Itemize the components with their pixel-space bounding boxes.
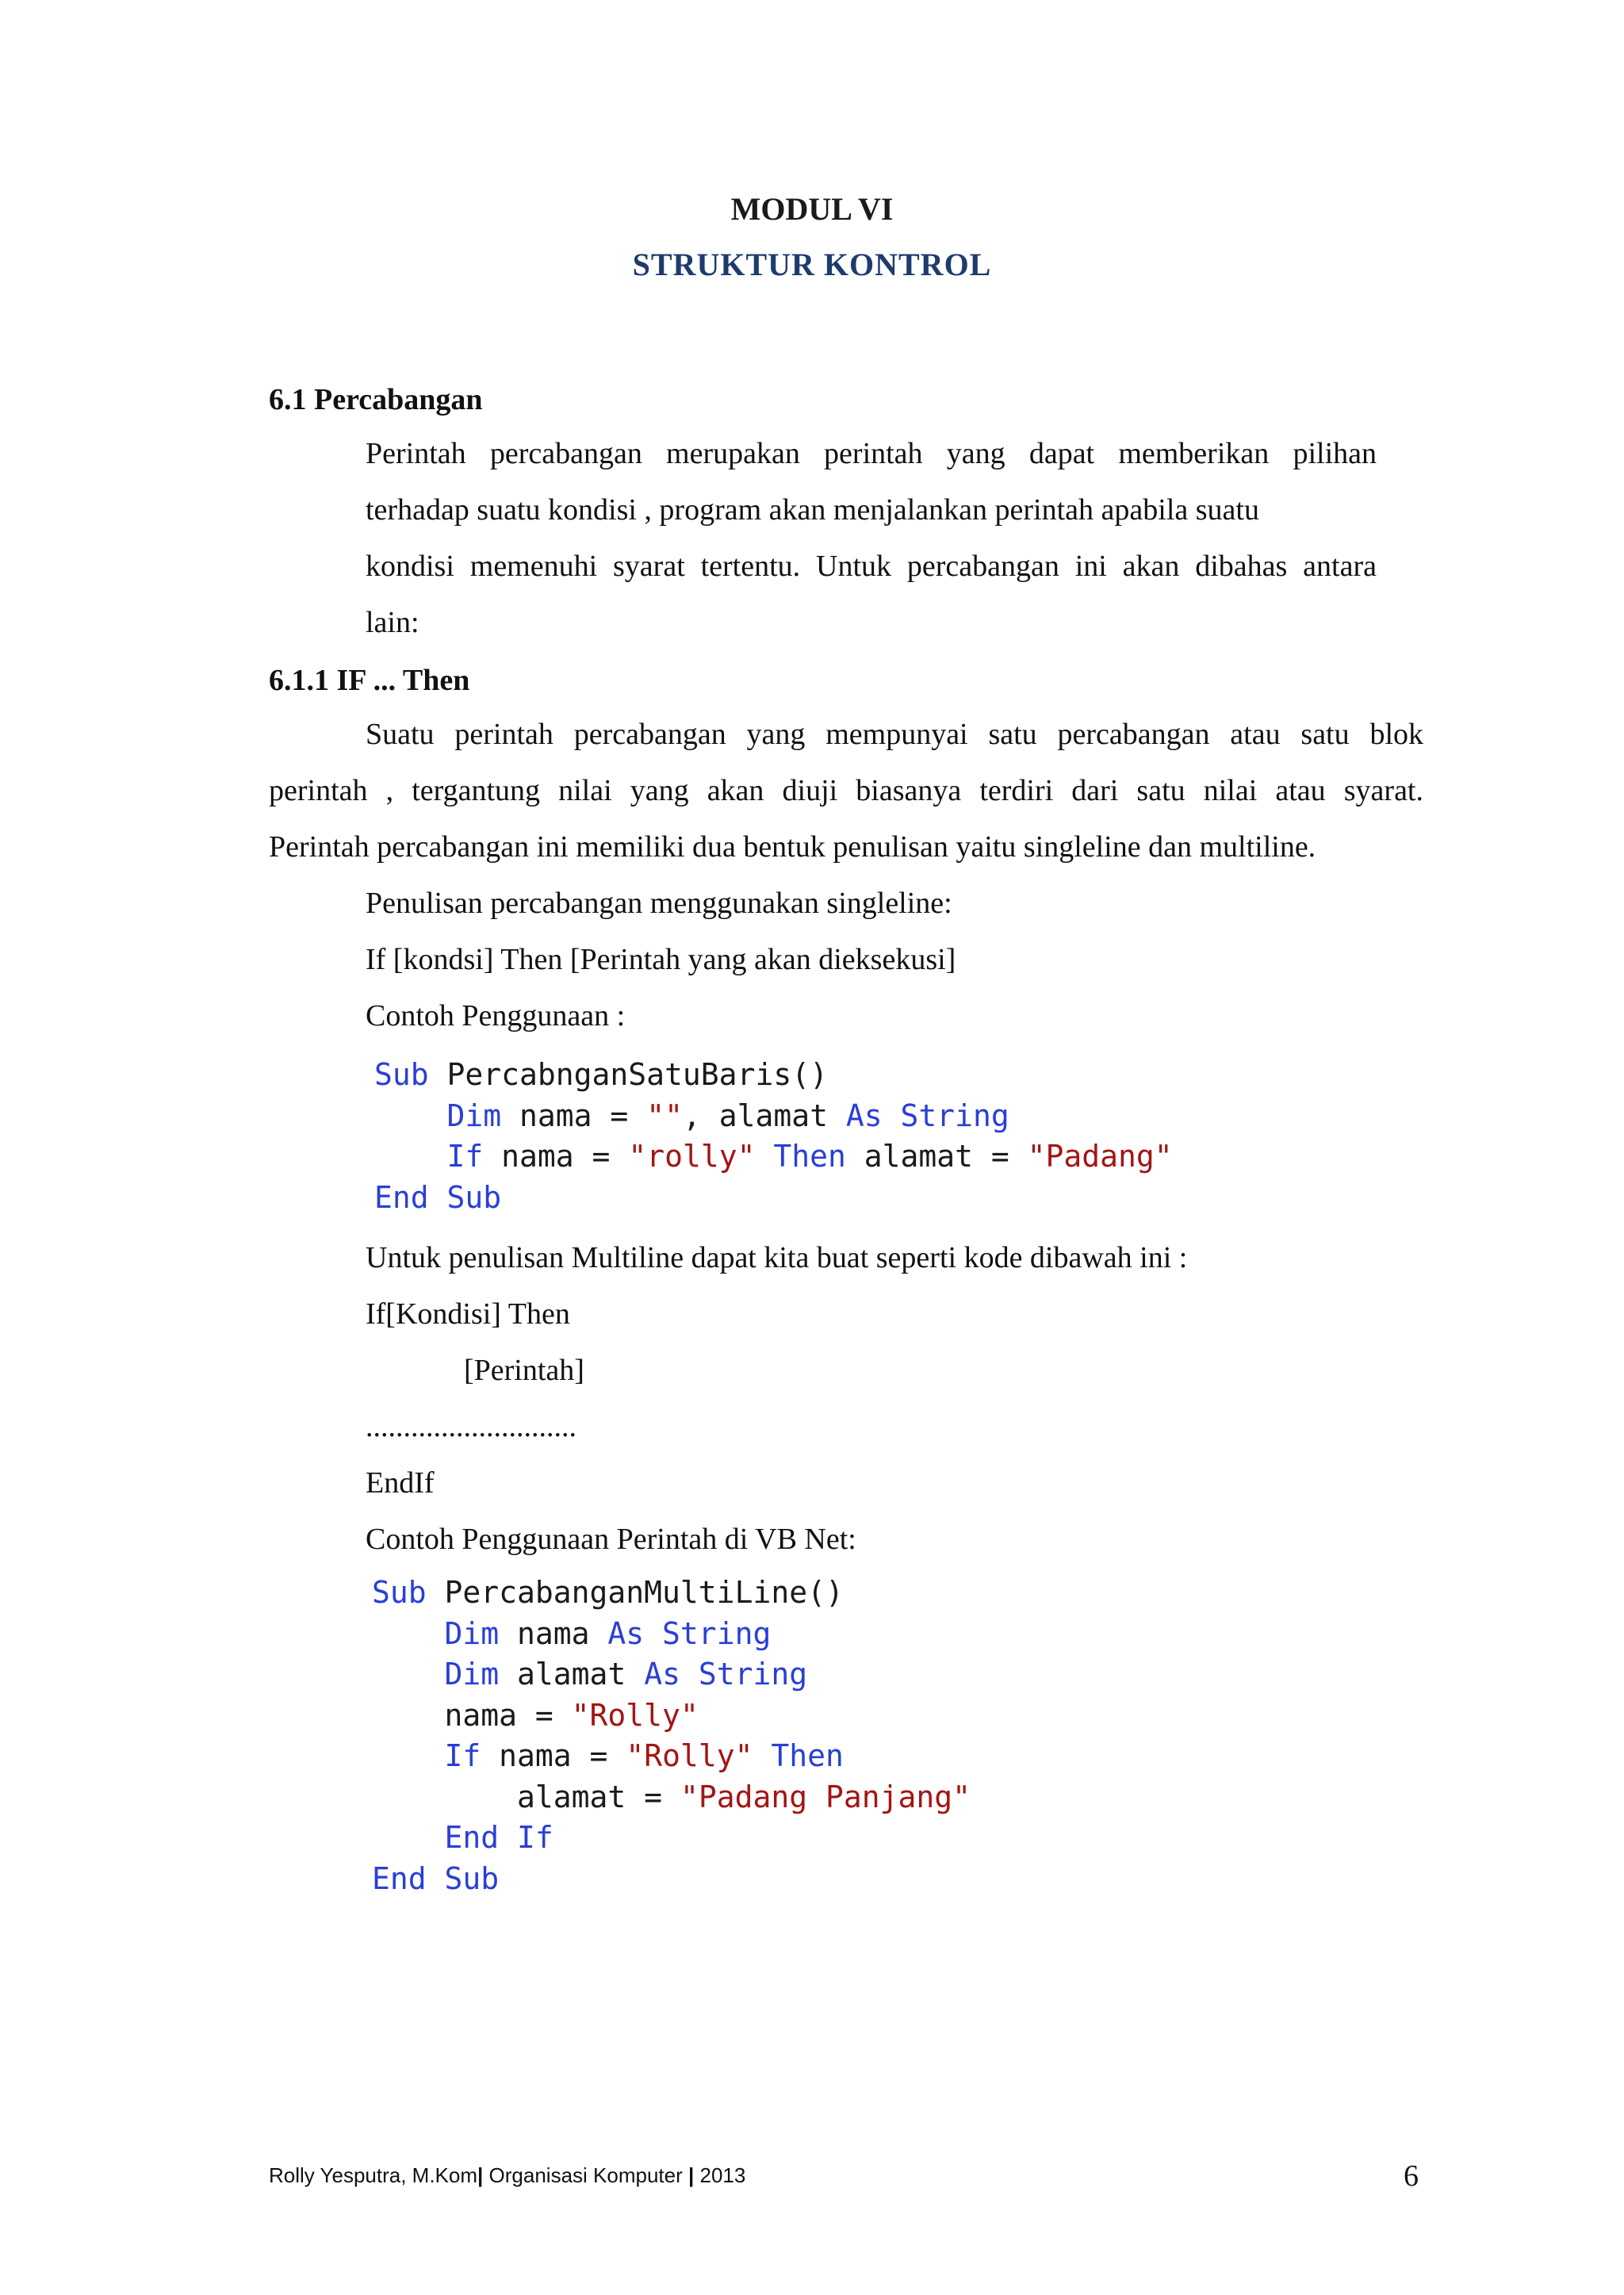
code-text: nama = [499,1738,626,1773]
module-number: MODUL VI [730,191,894,227]
paragraph-line: kondisi memenuhi syarat tertentu. Untuk percabangan ini akan dibahas antara [366,550,1377,583]
code-text: nama = [372,1697,572,1733]
code-text: PercabanganMultiLine() [444,1575,844,1610]
code-line [372,1695,971,1737]
code-keyword: Then [771,1738,844,1773]
paragraph-line: Suatu perintah percabangan yang mempunyai satu percabangan atau satu blok [366,718,1423,751]
code-string: "Padang" [1027,1139,1173,1174]
code-text: nama = [501,1139,629,1174]
singleline-syntax: If [kondsi] Then [Perintah yang akan dieksekusi] [366,943,956,976]
code-keyword: Sub [372,1575,445,1610]
code-line [374,1096,1173,1137]
section-heading-6-1: 6.1 Percabangan [269,383,483,416]
multiline-intro: Untuk penulisan Multiline dapat kita buat seperti kode dibawah ini : [366,1241,1188,1274]
footer-course: Organisasi Komputer [488,2163,683,2187]
footer-separator: | [477,2163,484,2187]
multiline-syntax-if: If[Kondisi] Then [366,1297,570,1331]
paragraph-line: lain: [366,606,419,639]
code-string: "rolly" [628,1139,756,1174]
code-line [372,1614,971,1655]
code-keyword: Dim [444,1657,518,1692]
code-text: alamat = [372,1779,680,1814]
code-keyword: If [446,1139,502,1174]
multiline-syntax-dots: ............................ [366,1410,576,1443]
footer-year: 2013 [699,2163,746,2187]
code-keyword: End Sub [372,1860,500,1896]
code-text: nama = [519,1098,647,1133]
paragraph-line: perintah , tergantung nilai yang akan diuji biasanya terdiri dari satu nilai atau syarat. [269,774,1423,807]
code-keyword: As String [607,1615,772,1651]
multiline-syntax-command: [Perintah] [464,1354,584,1387]
code-line [372,1818,971,1859]
section-6-1-paragraph [366,426,1377,651]
code-string: "Rolly" [626,1738,753,1773]
code-text [372,1820,445,1855]
example-label-vbnet: Contoh Penggunaan Perintah di VB Net: [366,1523,856,1556]
code-keyword: Dim [444,1615,518,1651]
code-block-singleline [374,1055,1173,1218]
section-6-1-1-paragraph [269,707,1423,875]
code-line [374,1136,1173,1178]
code-text [372,1657,445,1692]
code-line [374,1178,1173,1219]
code-line [372,1859,971,1900]
code-string: "Rolly" [571,1697,699,1733]
code-line [372,1654,971,1695]
code-line [372,1736,971,1777]
code-text: alamat [517,1657,645,1692]
code-line [374,1055,1173,1096]
code-text [374,1098,447,1133]
code-text [374,1139,447,1174]
example-label: Contoh Penggunaan : [366,999,626,1033]
code-text [372,1738,445,1773]
code-keyword: As String [644,1657,808,1692]
footer-author: Rolly Yesputra, M.Kom [269,2163,478,2187]
code-line [372,1777,971,1818]
page-number: 6 [1404,2159,1419,2193]
code-keyword: End Sub [374,1179,502,1215]
code-keyword: End If [444,1820,553,1855]
code-text [753,1738,771,1773]
code-text: , alamat [682,1098,846,1133]
code-text: alamat = [864,1139,1028,1174]
code-text [755,1139,773,1174]
code-line [372,1573,971,1614]
code-text [372,1616,445,1651]
multiline-syntax-endif: EndIf [366,1466,435,1500]
code-keyword: As String [845,1098,1009,1133]
paragraph-line: terhadap suatu kondisi , program akan menjalankan perintah apabila suatu [366,493,1259,527]
section-heading-6-1-1: 6.1.1 IF ... Then [269,664,470,697]
footer-separator: | [688,2163,695,2187]
footer [269,2163,745,2188]
code-text: PercabnganSatuBaris() [446,1057,828,1092]
code-keyword: Then [773,1139,864,1174]
code-keyword: If [444,1738,500,1773]
page-title: STRUKTUR KONTROL [632,247,992,282]
paragraph-line: Perintah percabangan merupakan perintah yang dapat memberikan pilihan [366,437,1377,470]
code-block-multiline [372,1573,971,1899]
code-string: "" [646,1098,683,1133]
singleline-intro: Penulisan percabangan menggunakan singleline: [366,887,952,920]
paragraph-line: Perintah percabangan ini memiliki dua bentuk penulisan yaitu singleline dan multiline. [269,830,1316,864]
code-keyword: Sub [374,1057,447,1092]
code-keyword: Dim [446,1098,520,1133]
code-string: "Padang Panjang" [680,1779,971,1814]
code-text: nama [517,1615,608,1651]
